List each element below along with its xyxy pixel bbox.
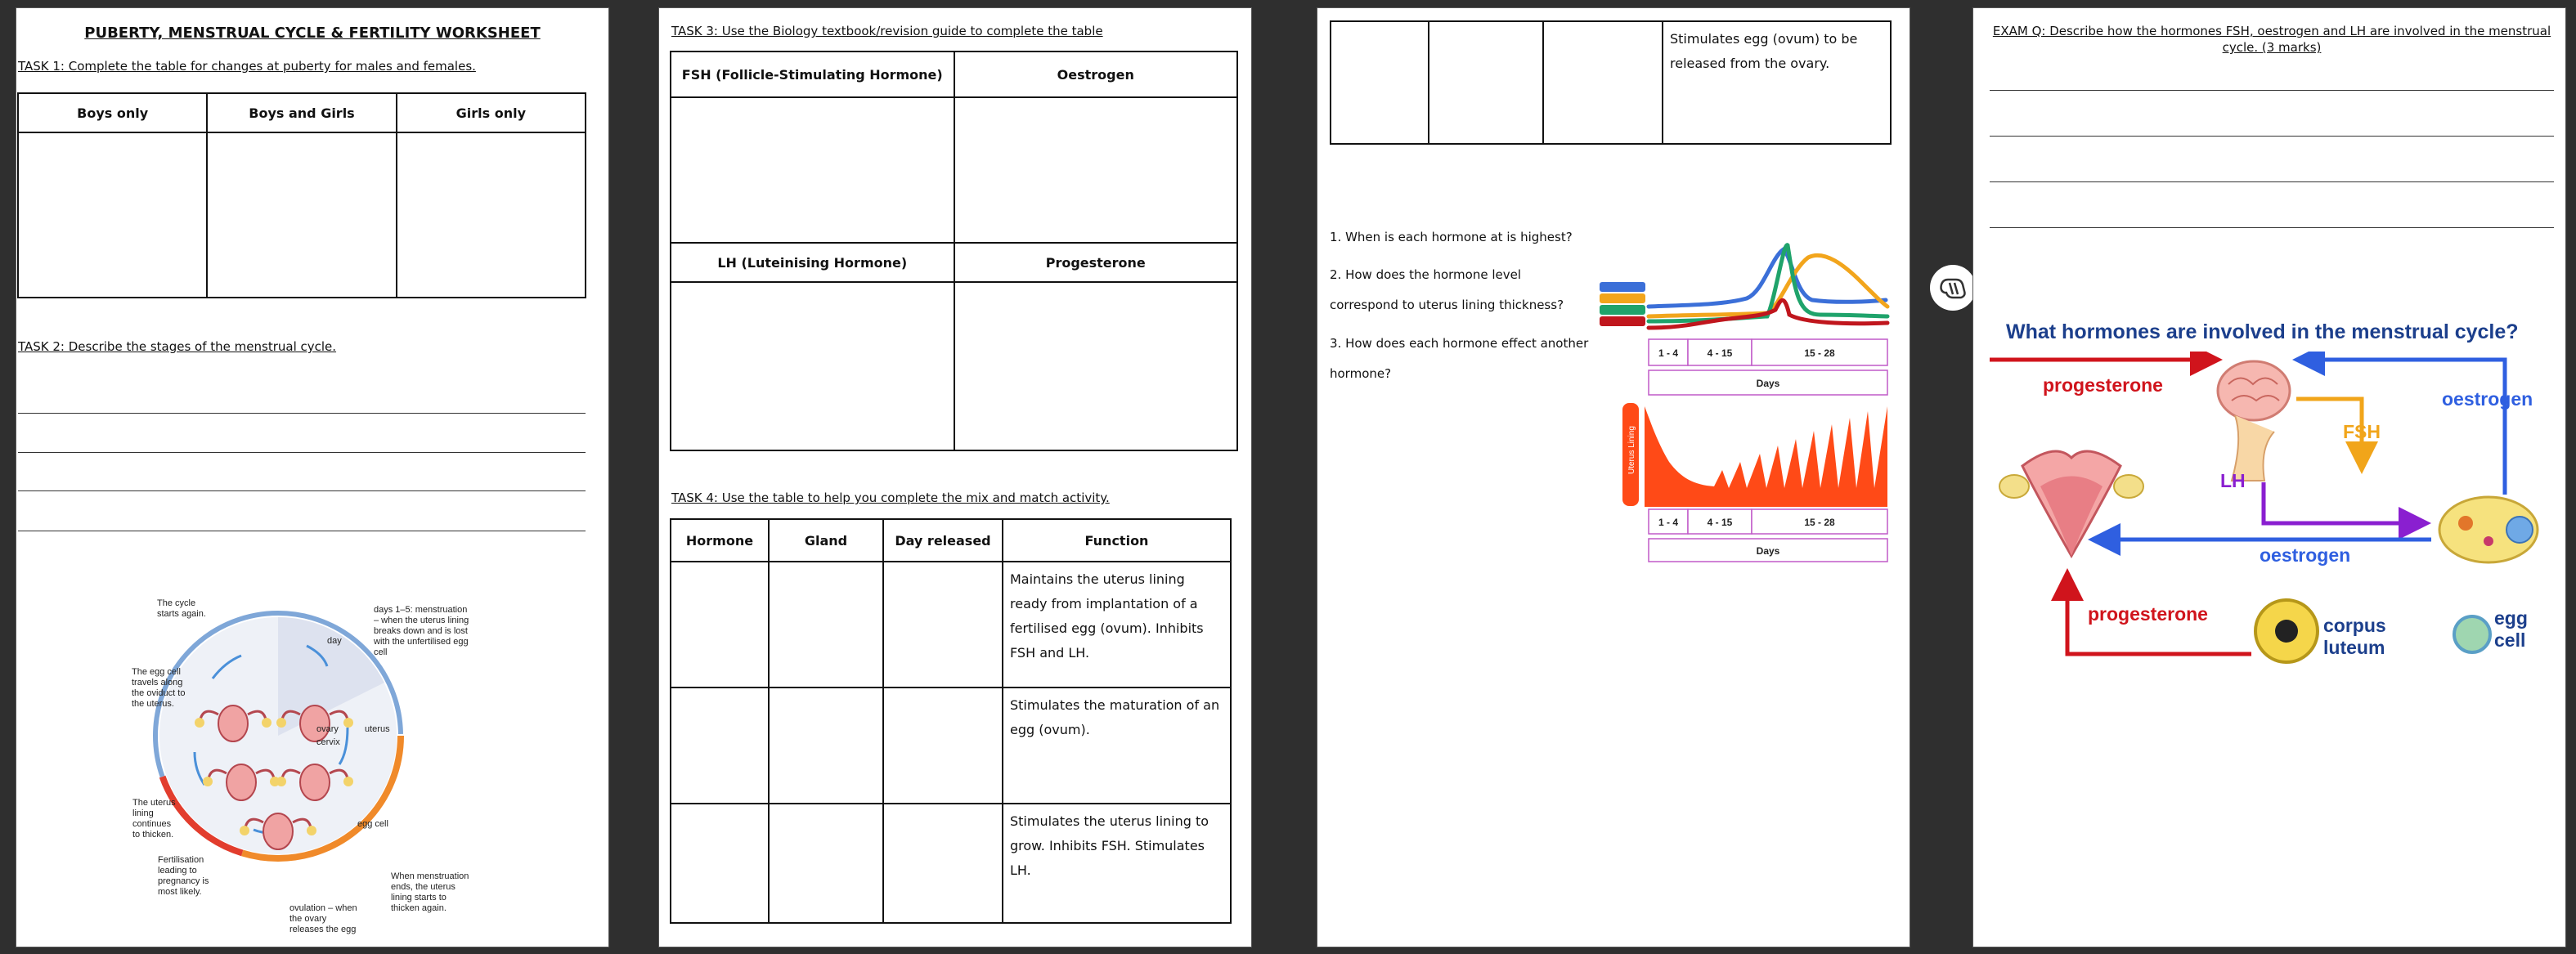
egg-cell-icon: [2454, 616, 2490, 652]
cell-progesterone-header: Progesterone: [954, 243, 1238, 282]
answer-cell[interactable]: [954, 282, 1238, 450]
legend-oestrogen: [1600, 282, 1645, 292]
worksheet-page-4: [1972, 7, 2566, 947]
label-fertilisation: Fertilisation leading to pregnancy is most likely.: [158, 855, 209, 897]
label-corpus-luteum: corpus luteum: [2323, 615, 2386, 658]
task2-instruction: TASK 2: Describe the stages of the menstrual cycle.: [18, 339, 337, 354]
mix-match-table-continued: [1330, 20, 1892, 145]
label-cycle-restart: The cycle starts again.: [157, 598, 206, 619]
lh-arrow: [2264, 482, 2415, 523]
label-egg-travels: The egg cell travels along the oviduct to the uterus.: [132, 667, 186, 709]
label-progesterone-top: progesterone: [2043, 374, 2163, 396]
day-range-1: 1 - 4: [1658, 347, 1679, 359]
answer-cell[interactable]: [769, 688, 883, 804]
day-range-2: 4 - 15: [1707, 347, 1733, 359]
series-lh: [1649, 245, 1887, 321]
task4-instruction: TASK 4: Use the table to help you complete the mix and match activity.: [671, 490, 1110, 505]
label-progesterone-bottom: progesterone: [2088, 603, 2208, 625]
cell-oestrogen-header: Oestrogen: [954, 52, 1238, 97]
answer-line[interactable]: [18, 490, 586, 491]
label-oestrogen-right: oestrogen: [2442, 388, 2533, 410]
worksheet-title: PUBERTY, MENSTRUAL CYCLE & FERTILITY WORKSHEET: [84, 25, 541, 42]
label-ovulation: ovulation – when the ovary releases the egg: [289, 903, 357, 934]
answer-cell[interactable]: [1429, 21, 1543, 144]
ovary-icon: [2439, 497, 2538, 562]
hormone-level-graph: [1600, 225, 1894, 568]
answer-cell[interactable]: [671, 688, 769, 804]
oestrogen-arrow-top: [2309, 360, 2505, 495]
function-text: Stimulates the maturation of an egg (ovum).: [1003, 688, 1231, 804]
legend-progesterone: [1600, 293, 1645, 303]
answer-cell[interactable]: [954, 97, 1238, 243]
function-text: Stimulates the uterus lining to grow. Inhibits FSH. Stimulates LH.: [1003, 804, 1231, 923]
label-oestrogen-mid: oestrogen: [2260, 544, 2351, 566]
cell-fsh-header: FSH (Follicle-Stimulating Hormone): [671, 52, 954, 97]
lining-label: Uterus Lining: [1627, 426, 1636, 474]
legend-lh: [1600, 305, 1645, 315]
col-hormone: Hormone: [671, 519, 769, 562]
label-fsh: FSH: [2343, 421, 2381, 442]
answer-cell[interactable]: [207, 132, 396, 298]
answer-line[interactable]: [1990, 227, 2554, 228]
answer-line[interactable]: [1990, 181, 2554, 182]
puberty-table: [17, 92, 586, 298]
label-cervix: cervix: [316, 737, 340, 747]
label-egg-cell: egg cell: [357, 819, 388, 829]
worksheet-page-2: [658, 7, 1252, 947]
answer-cell[interactable]: [769, 562, 883, 688]
answer-cell[interactable]: [18, 132, 207, 298]
mix-match-table: [670, 518, 1232, 924]
function-text: Maintains the uterus lining ready from implantation of a fertilised egg (ovum). Inhibits FSH and LH.: [1003, 562, 1231, 688]
label-menstruation-ends: When menstruation ends, the uterus lining starts to thicken again.: [391, 871, 469, 913]
label-days-1-5: days 1–5: menstruation – when the uterus lining breaks down and is lost with the unfertilised egg cell: [374, 605, 469, 657]
lining-area: [1645, 406, 1887, 507]
col-girls-only: Girls only: [397, 93, 586, 132]
answer-cell[interactable]: [1331, 21, 1429, 144]
label-lining-thickens: The uterus lining continues to thicken.: [132, 798, 176, 840]
col-gland: Gland: [769, 519, 883, 562]
col-boys-only: Boys only: [18, 93, 207, 132]
day-range-2-lower: 4 - 15: [1707, 517, 1733, 528]
answer-cell[interactable]: [883, 804, 1003, 923]
diagram-title: What hormones are involved in the menstrual cycle?: [2006, 320, 2519, 343]
label-day: day: [327, 636, 342, 646]
hormone-table: [670, 51, 1238, 451]
days-axis-label-lower: Days: [1756, 545, 1780, 557]
question-1: 1. When is each hormone at is highest?: [1330, 230, 1573, 244]
answer-line[interactable]: [1990, 136, 2554, 137]
cell-lh-header: LH (Luteinising Hormone): [671, 243, 954, 282]
answer-cell[interactable]: [883, 562, 1003, 688]
label-uterus: uterus: [365, 724, 390, 734]
day-range-1-lower: 1 - 4: [1658, 517, 1679, 528]
question-2: 2. How does the hormone level correspond to uterus lining thickness?: [1330, 267, 1564, 312]
function-text: Stimulates egg (ovum) to be released from the ovary.: [1663, 21, 1891, 144]
col-function: Function: [1003, 519, 1231, 562]
days-axis-label: Days: [1756, 378, 1780, 389]
task1-instruction: TASK 1: Complete the table for changes at puberty for males and females.: [18, 59, 476, 74]
answer-cell[interactable]: [397, 132, 586, 298]
answer-line[interactable]: [18, 452, 586, 453]
col-boys-and-girls: Boys and Girls: [207, 93, 396, 132]
answer-line[interactable]: [18, 413, 586, 414]
legend-fsh: [1600, 316, 1645, 326]
label-egg-cell: egg cell: [2494, 607, 2528, 651]
task3-instruction: TASK 3: Use the Biology textbook/revision guide to complete the table: [671, 24, 1103, 38]
label-ovary: ovary: [316, 724, 339, 734]
day-range-3-lower: 15 - 28: [1804, 517, 1835, 528]
answer-cell[interactable]: [671, 282, 954, 450]
answer-cell[interactable]: [1543, 21, 1663, 144]
answer-cell[interactable]: [671, 804, 769, 923]
question-3: 3. How does each hormone effect another hormone?: [1330, 336, 1589, 381]
answer-cell[interactable]: [671, 562, 769, 688]
exam-question: EXAM Q: Describe how the hormones FSH, oestrogen and LH are involved in the menstrual cycle. (3 marks): [1992, 24, 2551, 55]
answer-line[interactable]: [1990, 90, 2554, 91]
answer-cell[interactable]: [671, 97, 954, 243]
brain-icon: [2218, 361, 2290, 481]
worksheet-page-1: [16, 7, 609, 947]
series-oestrogen: [1649, 249, 1886, 307]
answer-cell[interactable]: [883, 688, 1003, 804]
copilot-icon[interactable]: [1930, 265, 1976, 311]
label-lh: LH: [2220, 470, 2246, 491]
answer-cell[interactable]: [769, 804, 883, 923]
day-range-3: 15 - 28: [1804, 347, 1835, 359]
col-day-released: Day released: [883, 519, 1003, 562]
worksheet-page-3: [1317, 7, 1910, 947]
